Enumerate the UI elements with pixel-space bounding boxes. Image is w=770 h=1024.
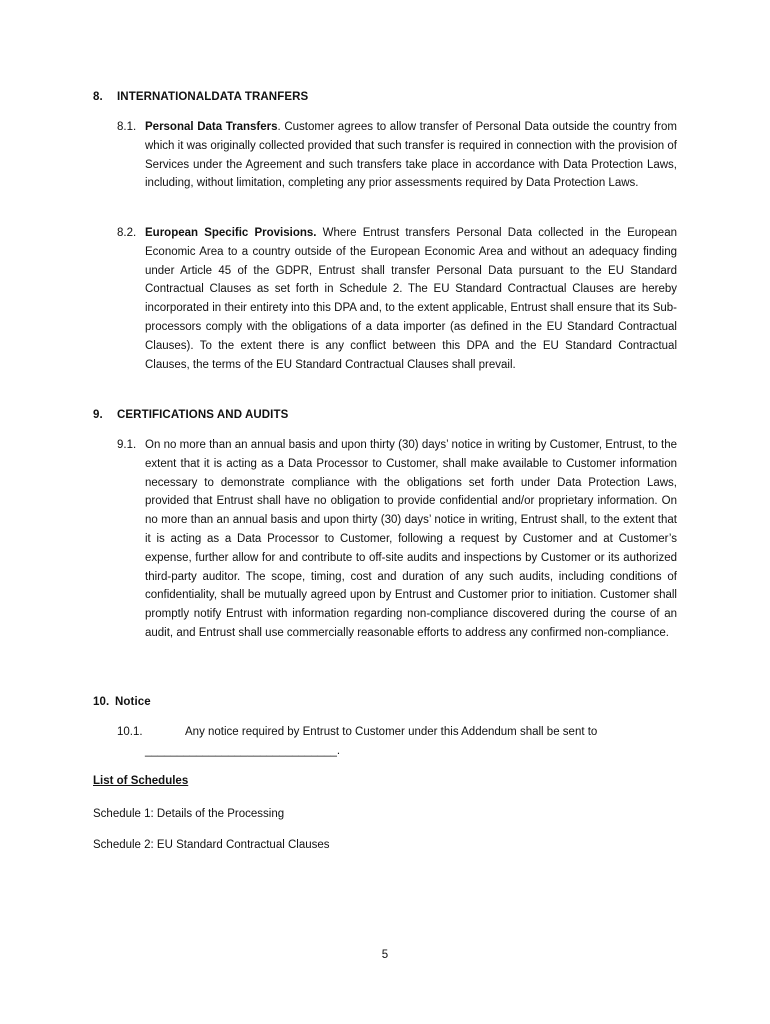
clause-10-1: [117, 723, 677, 761]
clause-8-2-heading: European Specific Provisions.: [145, 227, 317, 239]
clause-8-2-body: Where Entrust transfers Personal Data collected in the European Economic Area to a country outside of the European Economic Area and without an adequacy finding under Article 45 of the GDPR, Entrust shall transfer Personal Data pursuant to the EU Standard Contractual Clauses as set forth in Schedule 2. The EU Standard Contractual Clauses are hereby incorporated in their entirety into this DPA and, to the extent applicable, Entrust shall ensure that its Sub-processors comply with the obligations of a data importer (as defined in the EU Standard Contractual Clauses). To the extent there is any conflict between this DPA and the EU Standard Contractual Clauses, the terms of the EU Standard Contractual Clauses shall prevail.: [145, 227, 677, 371]
schedules-title: List of Schedules: [93, 775, 189, 787]
clause-8-1-body: . Customer agrees to allow transfer of Personal Data outside the country from which it was originally collected provided that such transfer is required in connection with the provision of Services under the Agreement and such transfers take place in accordance with Data Protection Laws, including, without limitation, completing any prior assessments required by Data Protection Laws.: [145, 121, 678, 190]
clause-8-1: [117, 118, 677, 193]
clause-9-1: [117, 436, 677, 643]
section-10-title: Notice: [115, 696, 151, 708]
section-9-heading: [93, 407, 288, 423]
clause-8-1-text: [145, 118, 677, 193]
clause-8-2-number: 8.2.: [117, 227, 137, 239]
clause-9-1-number: 9.1.: [117, 439, 137, 451]
section-10-heading: [93, 694, 151, 710]
section-10-number: 10.: [93, 696, 110, 708]
clause-10-1-number: 10.1.: [117, 726, 143, 738]
section-8-heading: [93, 89, 308, 105]
section-9-number: 9.: [93, 409, 103, 421]
page-number: 5: [381, 949, 389, 961]
schedule-item: Schedule 2: EU Standard Contractual Clauses: [93, 839, 330, 851]
clause-9-1-text: On no more than an annual basis and upon thirty (30) days’ notice in writing by Customer, Entrust, to the extent that it is acting as a Data Processor to Customer, shall make available to Customer information necessary to demonstrate compliance with the obligations set forth under Data Protection Laws, provided that Entrust shall have no obligation to provide confidential and/or proprietary information. On no more than an annual basis and upon thirty (30) days’ notice in writing, Entrust shall, to the extent that it is acting as a Data Processor to Customer, following a request by Customer and at Customer’s expense, further allow for and contribute to off-site audits and inspections by Customer or its authorized third-party auditor. The scope, timing, cost and duration of any such audits, including conditions of confidentiality, shall be mutually agreed upon by Entrust and Customer prior to initiation. Customer shall promptly notify Entrust with information regarding non-compliance discovered during the course of an audit, and Entrust shall use commercially reasonable efforts to address any confirmed non-compliance.: [145, 439, 677, 639]
clause-8-1-number: 8.1.: [117, 121, 137, 133]
section-9-title: CERTIFICATIONS AND AUDITS: [117, 409, 289, 421]
notice-address-blank: ______________________________.: [145, 745, 341, 757]
clause-8-2-text: [145, 224, 677, 374]
section-8-title: INTERNATIONALDATA TRANFERS: [117, 91, 309, 103]
schedule-item: Schedule 1: Details of the Processing: [93, 808, 285, 820]
clause-8-2: [117, 224, 677, 374]
clause-10-1-text: Any notice required by Entrust to Customer under this Addendum shall be sent to: [185, 726, 598, 738]
clause-8-1-heading: Personal Data Transfers: [145, 121, 278, 133]
section-8-number: 8.: [93, 91, 103, 103]
